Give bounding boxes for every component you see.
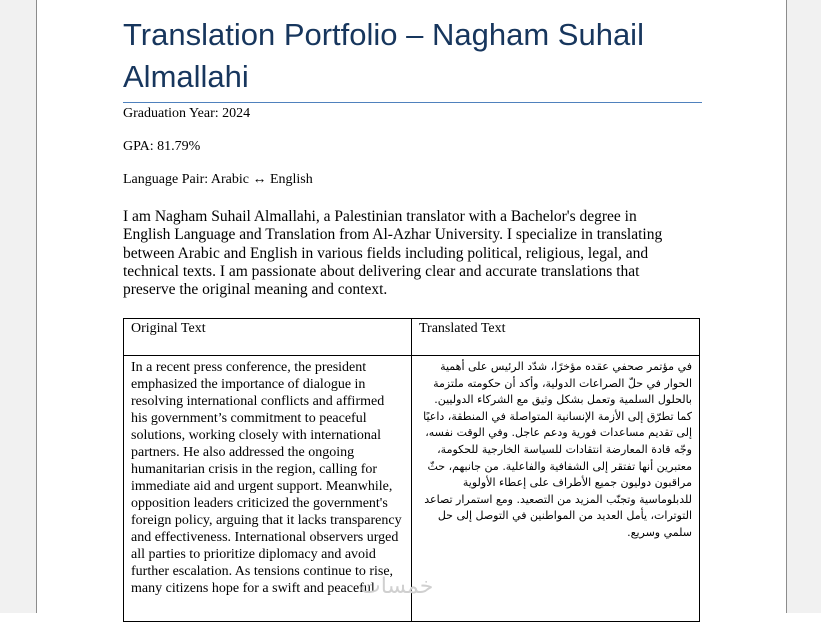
- intro-paragraph: I am Nagham Suhail Almallahi, a Palestinian translator with a Bachelor's degree in English Language and Translation from Al-Azhar University. I specialize in translating between Arabic and English in various fields including political, religious, legal, and technical texts. I am passionate about delivering clear and accurate translations that preserve the original meaning and context.: [123, 208, 663, 299]
- language-pair: Language Pair: Arabic ↔ English: [123, 172, 313, 187]
- gpa: GPA: 81.79%: [123, 139, 201, 154]
- document-title: Translation Portfolio – Nagham Suhail Almallahi: [123, 17, 644, 94]
- graduation-year: Graduation Year: 2024: [123, 106, 251, 121]
- document-page: [37, 0, 785, 613]
- left-page-gutter: [0, 0, 37, 613]
- translated-text-cell: في مؤتمر صحفي عقده مؤخرًا، شدّد الرئيس على أهمية الحوار في حلّ الصراعات الدولية، وأكد أن حكومته ملتزمة بالحلول السلمية وتعمل بشكل وثيق مع الشركاء الدوليين. كما تطرّق إلى الأزمة الإنسانية المتواصلة في المنطقة، داعيًا إلى تقديم مساعدات فورية ودعم عاجل. وفي الوقت نفسه، وجّه قادة المعارضة انتقادات للسياسة الخارجية للحكومة، معتبرين أنها تفتقر إلى الشفافية والفاعلية. من جانبهم، حثّ مراقبون دوليون جميع الأطراف على إعطاء الأولوية للدبلوماسية وتجنّب المزيد من التصعيد. ومع استمرار تصاعد التوترات، يأمل العديد من المواطنين في التوصل إلى حل سلمي وسريع.: [412, 356, 700, 622]
- watermark-logo: خمسات: [360, 574, 434, 599]
- original-text-cell: In a recent press conference, the president emphasized the importance of dialogue in resolving international conflicts and affirmed his government’s commitment to peaceful solutions, working closely with international partners. He also addressed the ongoing humanitarian crisis in the region, calling for immediate aid and urgent support. Meanwhile, opposition leaders criticized the government's foreign policy, arguing that it lacks transparency and effectiveness. International observers urged all parties to prioritize diplomacy and avoid further escalation. As tensions continue to rise, many citizens hope for a swift and peaceful: [124, 356, 412, 622]
- header-translated-text: Translated Text: [412, 319, 700, 356]
- table-header-row: [124, 319, 700, 356]
- header-original-text: Original Text: [124, 319, 412, 356]
- right-page-gutter: [786, 0, 821, 613]
- title-underline: [123, 102, 702, 103]
